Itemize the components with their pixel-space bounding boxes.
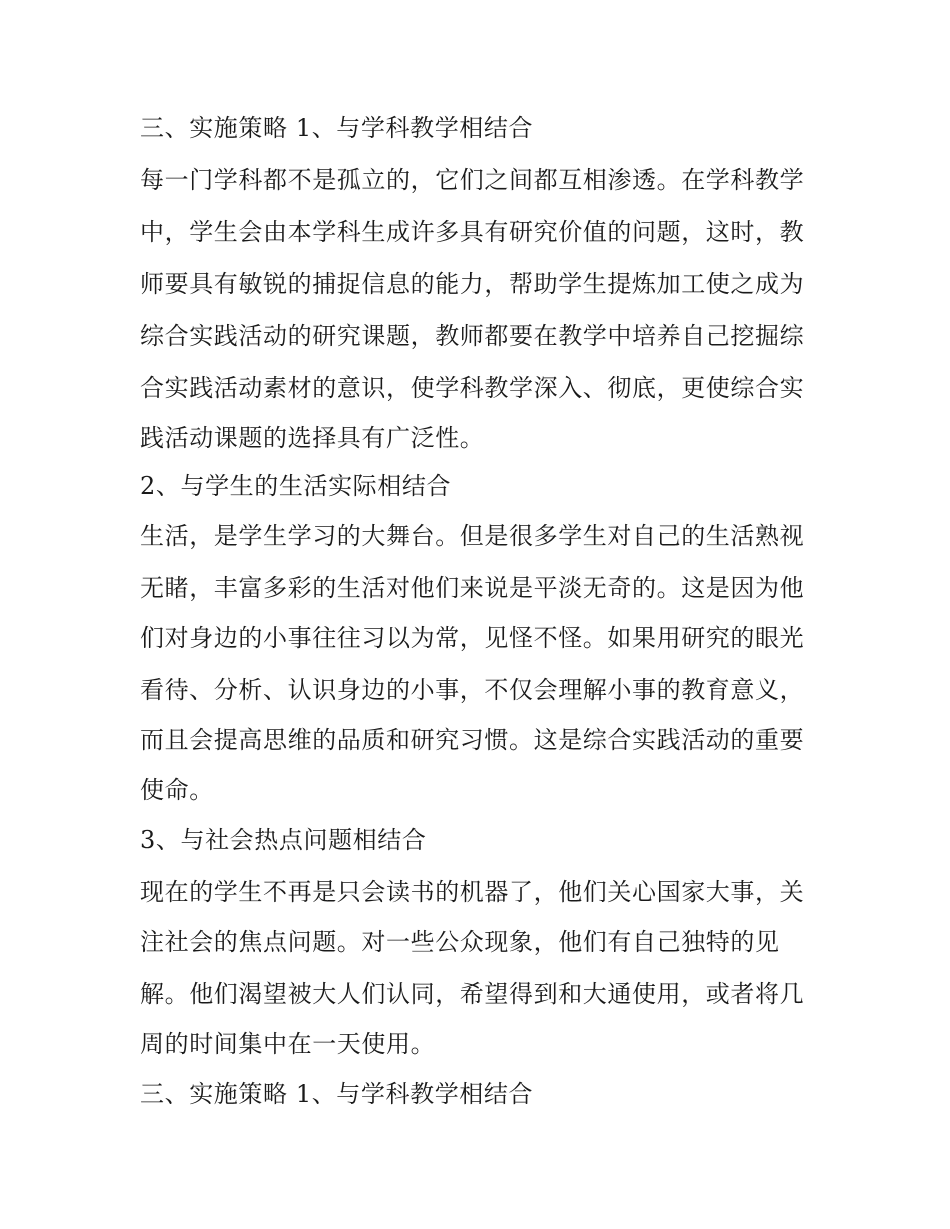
paragraph-line: 合实践活动素材的意识，使学科教学深入、彻底，更使综合实 bbox=[140, 374, 805, 402]
paragraph-line: 们对身边的小事往往习以为常，见怪不怪。如果用研究的眼光 bbox=[140, 624, 805, 652]
paragraph-line: 无睹，丰富多彩的生活对他们来说是平淡无奇的。这是因为他 bbox=[140, 574, 805, 602]
paragraph-line: 生活，是学生学习的大舞台。但是很多学生对自己的生活熟视 bbox=[140, 522, 805, 550]
section-heading: 2、与学生的生活实际相结合 bbox=[140, 472, 452, 500]
paragraph-line: 每一门学科都不是孤立的，它们之间都互相渗透。在学科教学 bbox=[140, 166, 805, 194]
section-heading: 三、实施策略 1、与学科教学相结合 bbox=[140, 1080, 534, 1108]
paragraph-line: 而且会提高思维的品质和研究习惯。这是综合实践活动的重要 bbox=[140, 726, 805, 754]
paragraph-line: 综合实践活动的研究课题，教师都要在教学中培养自己挖掘综 bbox=[140, 322, 805, 350]
paragraph-line: 使命。 bbox=[140, 776, 214, 804]
paragraph-line: 注社会的焦点问题。对一些公众现象，他们有自己独特的见 bbox=[140, 928, 780, 956]
paragraph-line: 现在的学生不再是只会读书的机器了，他们关心国家大事，关 bbox=[140, 878, 805, 906]
paragraph-line: 解。他们渴望被大人们认同，希望得到和大通使用，或者将几 bbox=[140, 980, 805, 1008]
paragraph-line: 看待、分析、认识身边的小事，不仅会理解小事的教育意义， bbox=[140, 676, 805, 704]
paragraph-line: 践活动课题的选择具有广泛性。 bbox=[140, 424, 485, 452]
paragraph-line: 中，学生会由本学科生成许多具有研究价值的问题，这时，教 bbox=[140, 218, 805, 246]
section-heading: 三、实施策略 1、与学科教学相结合 bbox=[140, 114, 534, 142]
paragraph-line: 师要具有敏锐的捕捉信息的能力，帮助学生提炼加工使之成为 bbox=[140, 270, 805, 298]
paragraph-line: 周的时间集中在一天使用。 bbox=[140, 1030, 436, 1058]
section-heading: 3、与社会热点问题相结合 bbox=[140, 826, 427, 854]
